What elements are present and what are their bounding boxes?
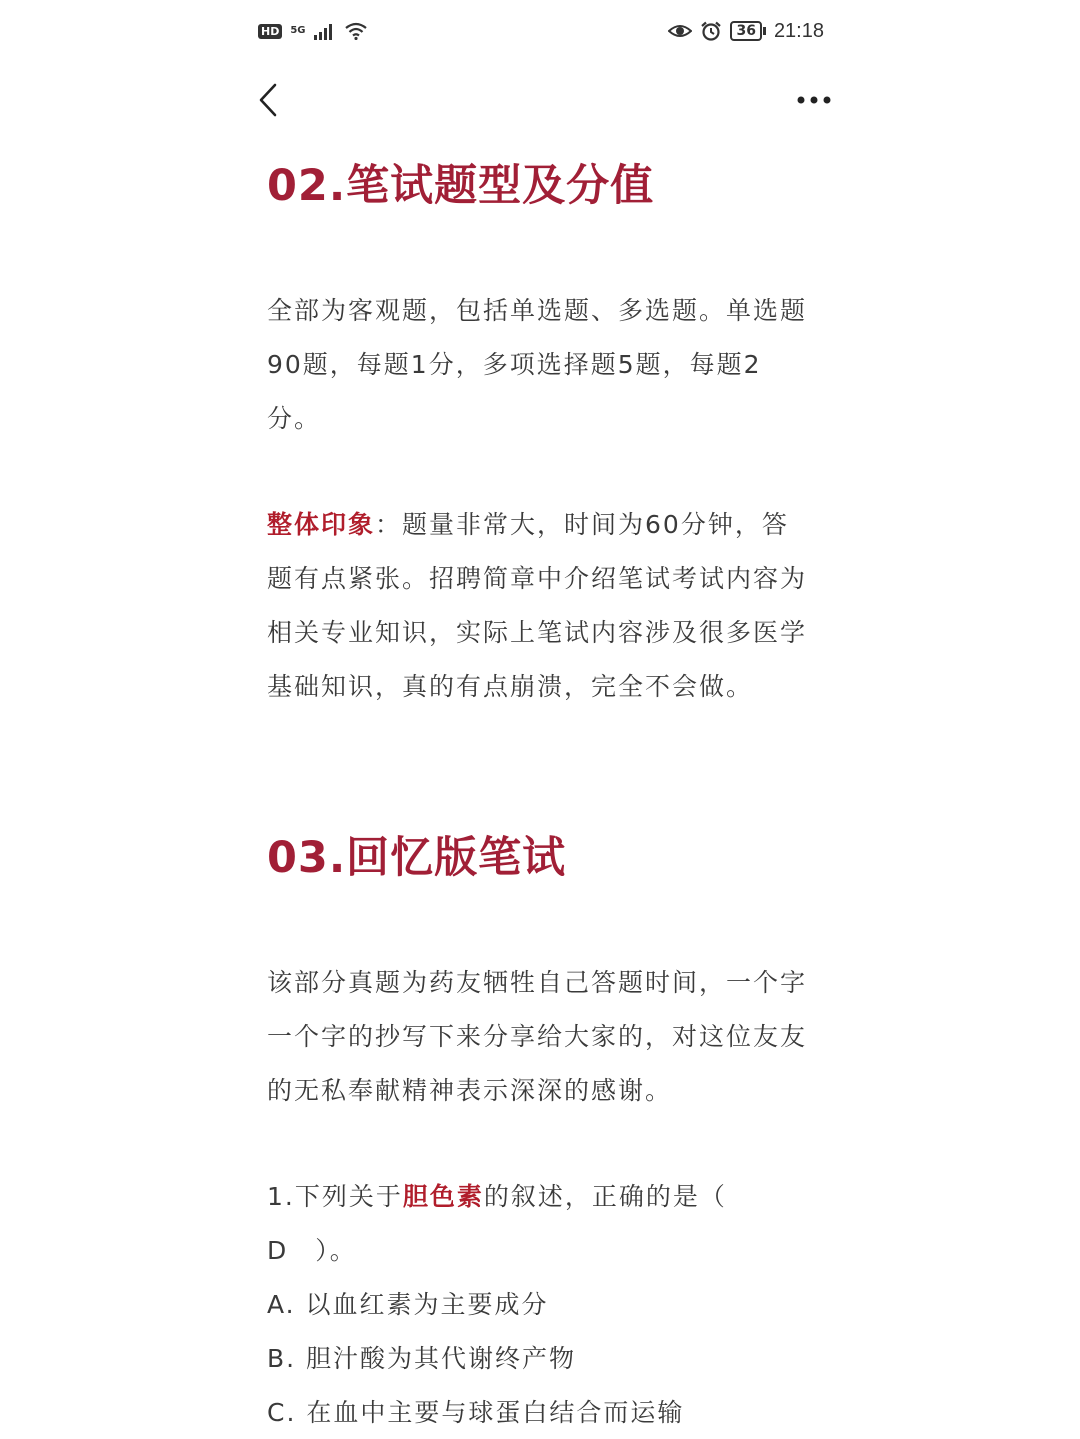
eye-icon <box>668 22 692 40</box>
impression-text: ：题量非常大，时间为60分钟，答题有点紧张。招聘简章中介绍笔试考试内容为相关专业知识，实际上笔试内容涉及很多医学基础知识，真的有点崩溃，完全不会做。 <box>267 510 808 701</box>
status-left <box>258 22 368 40</box>
alarm-icon <box>700 21 722 41</box>
impression-paragraph <box>267 498 812 714</box>
question-prefix: 1.下列关于 <box>267 1182 403 1211</box>
question-highlight: 胆色素 <box>402 1182 484 1211</box>
option-b: B. 胆汁酸为其代谢终产物 <box>267 1344 577 1373</box>
wifi-icon <box>344 22 368 40</box>
status-bar <box>258 14 824 48</box>
impression-label: 整体印象 <box>267 510 376 539</box>
nav-bar <box>248 76 834 124</box>
more-horizontal-icon <box>796 95 832 105</box>
section-title-03: 03.回忆版笔试 <box>267 833 567 883</box>
intro-paragraph: 该部分真题为药友牺牲自己答题时间，一个字一个字的抄写下来分享给大家的，对这位友友的无私奉献精神表示深深的感谢。 <box>267 968 808 1105</box>
signal-icon <box>314 22 336 40</box>
chevron-left-icon <box>258 83 278 117</box>
question-type-paragraph: 全部为客观题，包括单选题、多选题。单选题90题，每题1分，多项选择题5题，每题2分。 <box>267 296 808 433</box>
article-content <box>267 150 812 1439</box>
status-right <box>668 20 824 43</box>
option-c: C. 在血中主要与球蛋白结合而运输 <box>267 1398 685 1427</box>
network-label: 5G <box>290 25 306 36</box>
clock-time: 21:18 <box>773 19 824 42</box>
back-button[interactable] <box>248 76 288 124</box>
option-a: A. 以血红素为主要成分 <box>267 1290 549 1319</box>
question-suffix: 的叙述，正确的是（ D ）。 <box>267 1182 754 1265</box>
article-screen <box>218 0 864 1439</box>
battery-level: 36 <box>730 21 761 41</box>
battery-indicator <box>730 21 765 41</box>
question-1 <box>267 1170 812 1278</box>
battery-tip <box>763 27 766 35</box>
hd-badge: HD <box>258 24 282 39</box>
more-button[interactable] <box>794 76 834 124</box>
section-title-02: 02.笔试题型及分值 <box>267 161 655 211</box>
